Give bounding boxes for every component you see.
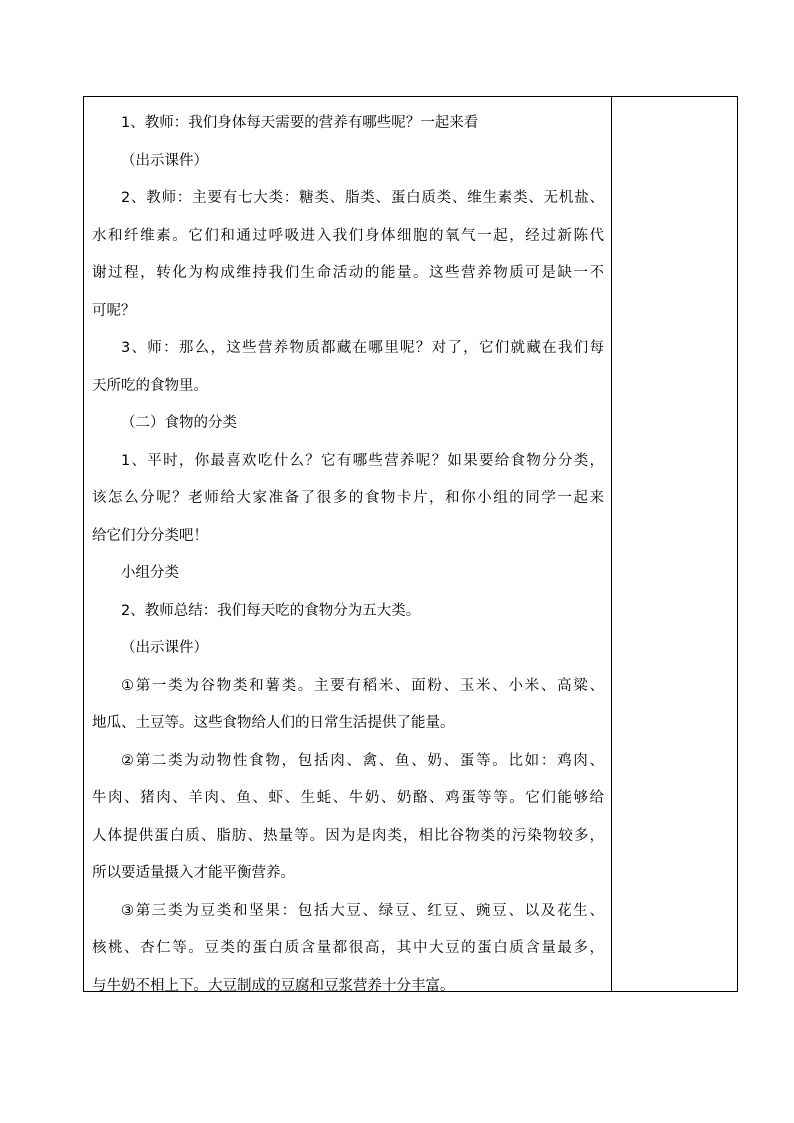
paragraph-line: （出示课件） [121, 152, 208, 169]
paragraph-line: ③第三类为豆类和坚果：包括大豆、绿豆、红豆、豌豆、以及花生、 [121, 902, 604, 919]
paragraph-line: （出示课件） [121, 640, 208, 656]
paragraph-line: 3、师：那么，这些营养物质都藏在哪里呢？对了，它们就藏在我们每 [121, 340, 604, 356]
paragraph-line: 给它们分分类吧！ [92, 527, 208, 544]
lesson-table [83, 96, 738, 992]
paragraph-line: 2、教师：主要有七大类：糖类、脂类、蛋白质类、维生素类、无机盐、 [121, 190, 604, 206]
paragraph-line: ②第二类为动物性食物，包括肉、禽、鱼、奶、蛋等。比如：鸡肉、 [121, 752, 604, 769]
notes-cell [612, 97, 737, 991]
paragraph-line: 2、教师总结：我们每天吃的食物分为五大类。 [121, 602, 421, 619]
section-heading: （二）食物的分类 [121, 415, 237, 431]
paragraph-line: ①第一类为谷物类和薯类。主要有稻米、面粉、玉米、小米、高粱、 [121, 677, 604, 694]
paragraph-line: 水和纤维素。它们和通过呼吸进入我们身体细胞的氧气一起，经过新陈代 [92, 227, 604, 244]
paragraph-line: 人体提供蛋白质、脂肪、热量等。因为是肉类，相比谷物类的污染物较多， [92, 827, 604, 844]
paragraph-line: 谢过程，转化为构成维持我们生命活动的能量。这些营养物质可是缺一不 [92, 265, 604, 281]
paragraph-line: 与牛奶不相上下。大豆制成的豆腐和豆浆营养十分丰富。 [92, 977, 455, 994]
paragraph-line: 天所吃的食物里。 [92, 377, 208, 394]
paragraph-line: 牛肉、猪肉、羊肉、鱼、虾、生蚝、牛奶、奶酪、鸡蛋等等。它们能够给 [92, 790, 604, 806]
paragraph-line: 地瓜、土豆等。这些食物给人们的日常生活提供了能量。 [92, 715, 455, 731]
paragraph-line: 1、平时，你最喜欢吃什么？它有哪些营养呢？如果要给食物分分类， [121, 452, 604, 469]
paragraph-line: 核桃、杏仁等。豆类的蛋白质含量都很高，其中大豆的蛋白质含量最多， [92, 940, 604, 956]
paragraph-line: 可呢？ [92, 302, 136, 319]
lesson-content-cell [92, 105, 604, 994]
paragraph-line: 1、教师：我们身体每天需要的营养有哪些呢？一起来看 [121, 115, 479, 131]
paragraph-line: 小组分类 [121, 565, 179, 581]
paragraph-line: 所以要适量摄入才能平衡营养。 [92, 865, 295, 881]
paragraph-line: 该怎么分呢？老师给大家准备了很多的食物卡片，和你小组的同学一起来 [92, 490, 604, 506]
